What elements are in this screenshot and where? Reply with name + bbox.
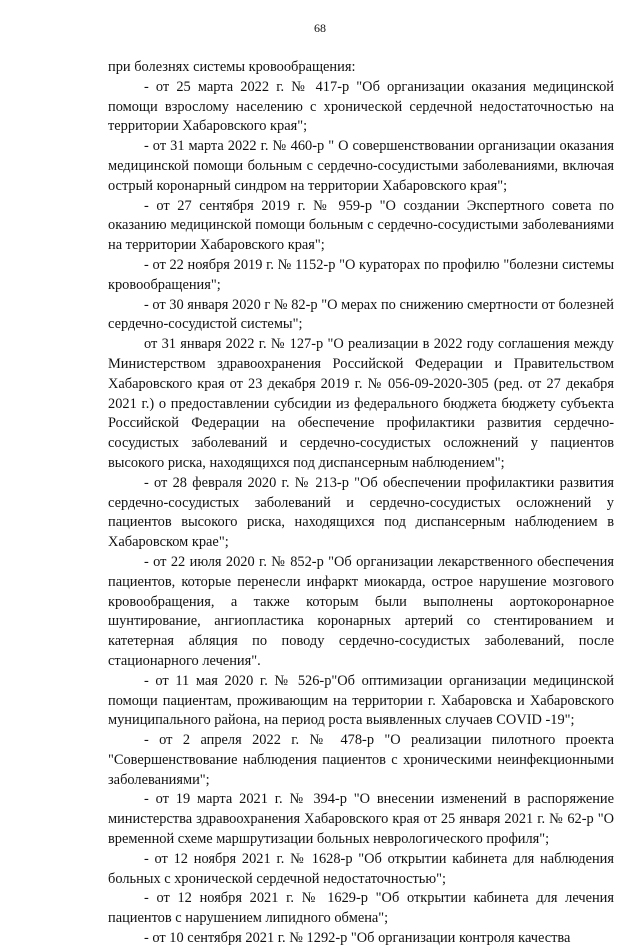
order-item: - от 28 февраля 2020 г. № 213-р "Об обеспечении профилактики развития сердечно-сосудистых заболеваний и сердечно-сосудистых осложнений у пациентов высокого риска, находящихся под диспансерным наблюдением в Хабаровском крае";: [108, 474, 614, 551]
intro-line: при болезнях системы кровообращения:: [108, 59, 356, 75]
order-item: - от 12 ноября 2021 г. № 1629-р "Об открытии кабинета для лечения пациентов с нарушением липидного обмена";: [108, 890, 614, 927]
order-item: - от 12 ноября 2021 г. № 1628-р "Об открытии кабинета для наблюдения больных с хронической сердечной недостаточностью";: [108, 850, 614, 887]
order-item: - от 30 января 2020 г № 82-р "О мерах по снижению смертности от болезней сердечно-сосудистой системы";: [108, 296, 614, 333]
page-number: 68: [314, 21, 326, 35]
order-item: - от 22 ноября 2019 г. № 1152-р "О кураторах по профилю "болезни системы кровообращения";: [108, 256, 614, 293]
order-item: - от 10 сентября 2021 г. № 1292-р "Об организации контроля качества: [144, 930, 571, 947]
document-body: [108, 58, 614, 949]
order-item: - от 25 марта 2022 г. № 417-р "Об организации оказания медицинской помощи взрослому населению с хронической сердечной недостаточностью на территории Хабаровского края";: [108, 78, 614, 135]
order-item: - от 31 марта 2022 г. № 460-р " О совершенствовании организации оказания медицинской помощи больным с сердечно-сосудистыми заболеваниями, включая острый коронарный синдром на территории Хабаровского края";: [108, 138, 614, 194]
order-item: - от 27 сентября 2019 г. № 959-р "О создании Экспертного совета по оказанию медицинской помощи больным с сердечно-сосудистыми заболеваниями на территории Хабаровского края";: [108, 197, 614, 254]
order-item: - от 19 марта 2021 г. № 394-р "О внесении изменений в распоряжение министерства здравоохранения Хабаровского края от 25 января 2021 г. № 62-р "О временной схеме маршрутизации больных неврологического профиля";: [108, 791, 614, 848]
order-item: - от 11 мая 2020 г. № 526-р"Об оптимизации организации медицинской помощи пациентам, проживающим на территории г. Хабаровска и Хабаровского муниципального района, на период роста выявленных случаев COVID -19";: [108, 672, 614, 729]
order-item: от 31 января 2022 г. № 127-р "О реализации в 2022 году соглашения между Министерством здравоохранения Российской Федерации и Правительством Хабаровского края от 23 декабря 2019 г. № 056-09-2020-305 (ред. от 27 декабря 2021 г.) о предоставлении субсидии из федерального бюджета бюджету субъекта Российской Федерации на обеспечение профилактики развития сердечно-сосудистых заболеваний и сердечно-сосудистых осложнений у пациентов высокого риска, находящихся под диспансерным наблюдением";: [108, 336, 614, 471]
order-item: - от 2 апреля 2022 г. № 478-р "О реализации пилотного проекта "Совершенствование наблюдения пациентов с хроническими неинфекционными заболеваниями";: [108, 732, 614, 788]
order-item: - от 22 июля 2020 г. № 852-р "Об организации лекарственного обеспечения пациентов, которые перенесли инфаркт миокарда, острое нарушение мозгового кровообращения, а также которым были выполнены аортокоронарное шунтирование, ангиопластика коронарных артерий со стентированием и катетерная абляция по поводу сердечно-сосудистых заболеваний, после стационарного лечения".: [108, 553, 614, 669]
